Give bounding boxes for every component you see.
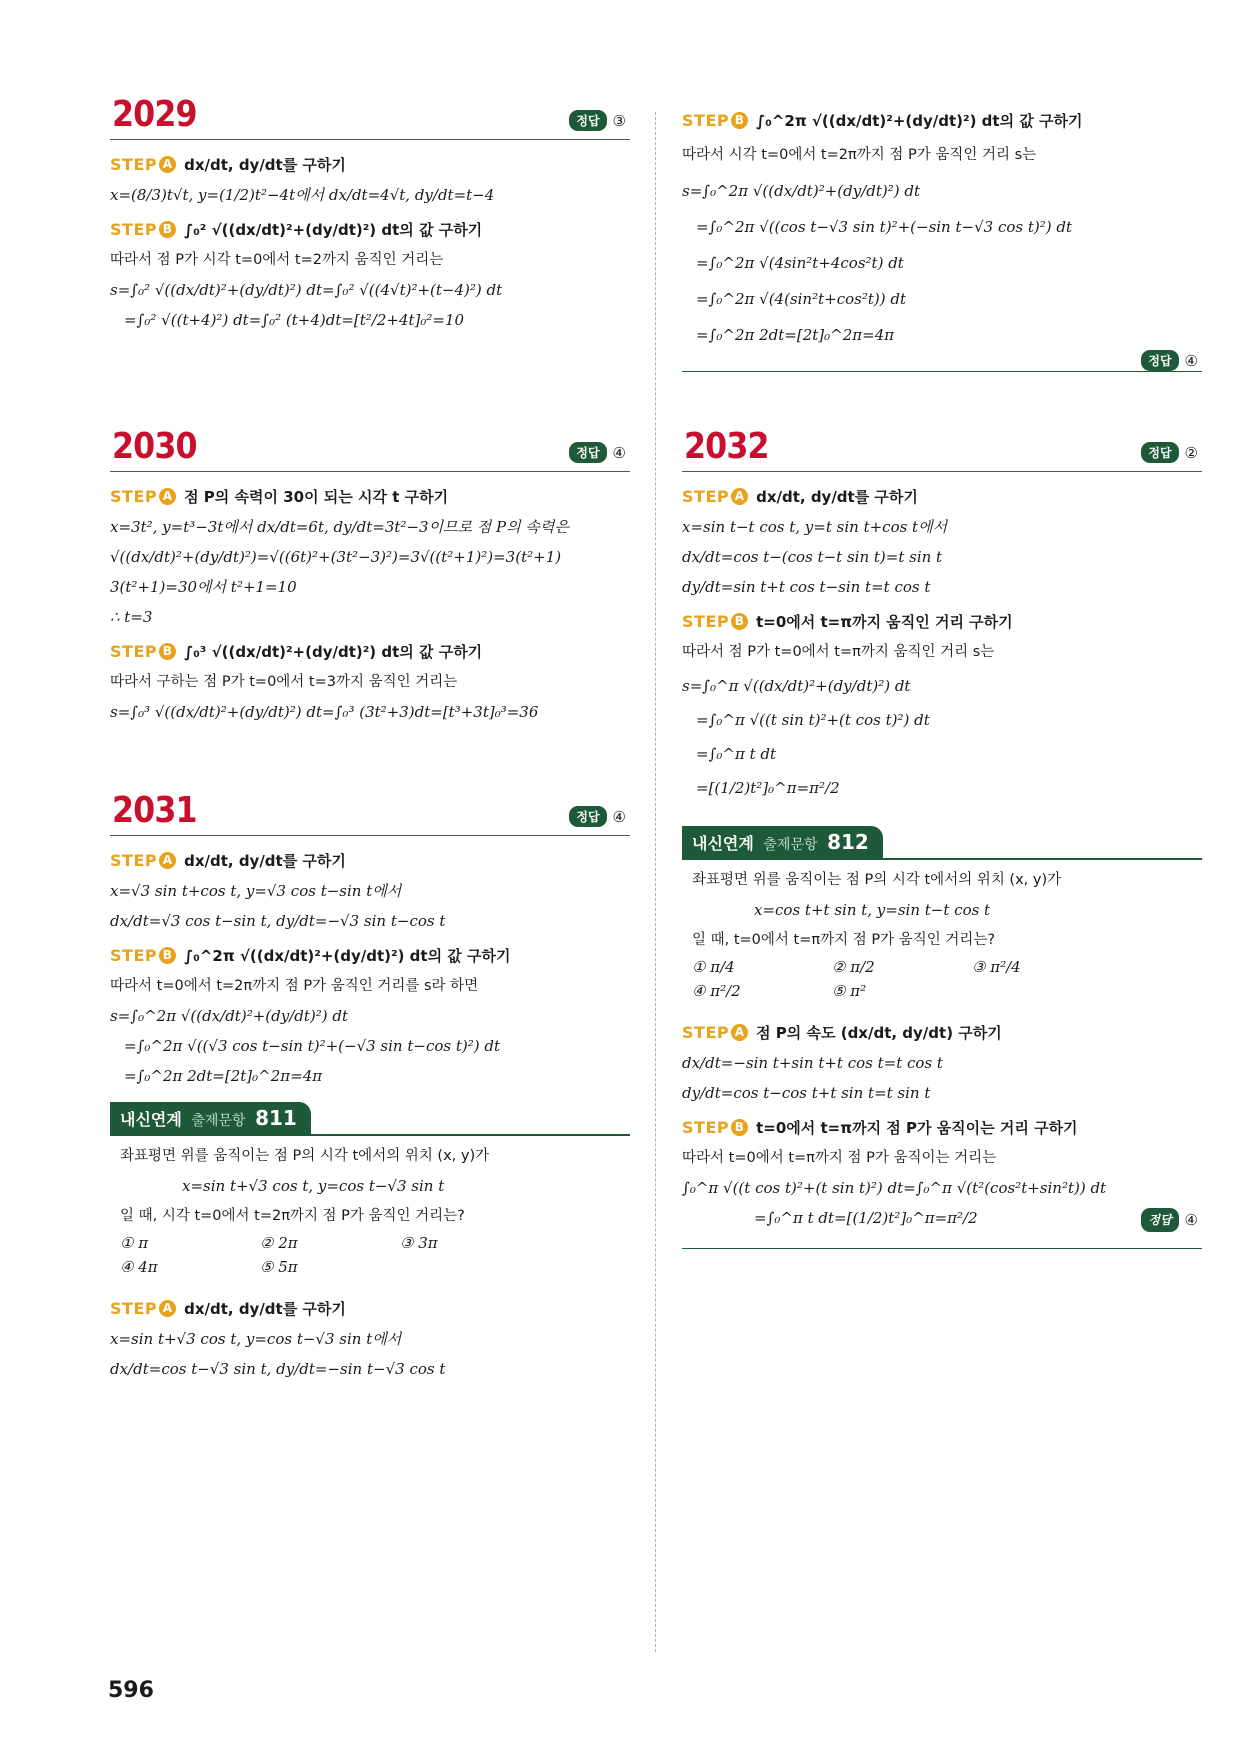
answer-box	[569, 110, 626, 131]
solution-line: x=sin t+√3 cos t, y=cos t−√3 sin t에서	[110, 1330, 402, 1348]
solution-line: s=∫₀^2π √((dx/dt)²+(dy/dt)²) dt	[110, 1007, 349, 1025]
solution-text: =∫₀^π t dt=[(1/2)t²]₀^π=π²/2	[754, 1209, 978, 1227]
step-tag: STEP B	[682, 612, 748, 631]
problem-header	[110, 790, 630, 836]
step-a-heading	[110, 850, 630, 871]
solution-line: 따라서 구하는 점 P가 t=0에서 t=3까지 움직인 거리는	[110, 674, 458, 690]
problem-header	[682, 426, 1202, 472]
problem-2032	[682, 426, 1202, 1249]
solution-line: s=∫₀³ √((dx/dt)²+(dy/dt)²) dt=∫₀³ (3t²+3)dt=[t³+3t]₀³=36	[110, 703, 539, 721]
choice-item: ② 2π	[260, 1234, 298, 1252]
column-divider	[655, 112, 656, 1652]
left-column	[110, 0, 630, 1752]
solution-line: 따라서 시각 t=0에서 t=2π까지 점 P가 움직인 거리 s는	[682, 147, 1037, 163]
step-b-heading	[110, 641, 630, 662]
solution-line: dx/dt=√3 cos t−sin t, dy/dt=−√3 sin t−cos t	[110, 912, 446, 930]
solution-line: dx/dt=cos t−(cos t−t sin t)=t sin t	[682, 548, 943, 566]
step-tag: STEP B	[682, 111, 748, 130]
solution-line: x=sin t−t cos t, y=t sin t+cos t에서	[682, 518, 948, 536]
answer-box	[1141, 1208, 1198, 1232]
step-tag: STEP A	[110, 155, 176, 174]
choice-item: ④ 4π	[120, 1258, 158, 1276]
step-tag: STEP B	[110, 220, 176, 239]
step-title: ∫₀^2π √((dx/dt)²+(dy/dt)²) dt의 값 구하기	[184, 947, 511, 965]
step-b-heading	[682, 611, 1202, 632]
answer-badge: 정답	[1141, 1208, 1178, 1232]
question-line: 좌표평면 위를 움직이는 점 P의 시각 t에서의 위치 (x, y)가	[692, 872, 1062, 888]
step-title: 점 P의 속력이 30이 되는 시각 t 구하기	[184, 488, 449, 506]
solution-line: s=∫₀^π √((dx/dt)²+(dy/dt)²) dt	[682, 677, 911, 695]
related-tag: 내신연계 출제문항 812	[682, 826, 883, 858]
solution-line: s=∫₀² √((dx/dt)²+(dy/dt)²) dt=∫₀² √((4√t)²+(t−4)²) dt	[110, 281, 503, 299]
problem-number: 2029	[112, 94, 197, 135]
problem-2030	[110, 426, 630, 722]
answer-mark: ④	[612, 443, 626, 462]
choice-item: ② π/2	[832, 958, 875, 976]
step-b-heading	[682, 110, 1202, 131]
step-title: t=0에서 t=π까지 움직인 거리 구하기	[756, 613, 1013, 631]
choice-item: ④ π²/2	[692, 982, 741, 1000]
step-b-heading	[682, 1117, 1202, 1138]
question-line: x=cos t+t sin t, y=sin t−t cos t	[754, 901, 991, 919]
problem-header	[110, 426, 630, 472]
choice-item: ① π	[120, 1234, 149, 1252]
right-column	[682, 0, 1202, 1752]
step-title: dx/dt, dy/dt를 구하기	[184, 156, 346, 174]
question-line: 좌표평면 위를 움직이는 점 P의 시각 t에서의 위치 (x, y)가	[120, 1148, 490, 1164]
solution-line: =∫₀^2π √((√3 cos t−sin t)²+(−√3 sin t−cos t)²) dt	[124, 1037, 500, 1055]
question-line: 일 때, t=0에서 t=π까지 점 P가 움직인 거리는?	[692, 932, 996, 948]
answer-mark: ④	[1184, 351, 1198, 370]
choice-item: ③ 3π	[400, 1234, 438, 1252]
related-tag: 내신연계 출제문항 811	[110, 1102, 311, 1134]
solution-line: =∫₀^2π 2dt=[2t]₀^2π=4π	[696, 326, 895, 344]
choice-item: ⑤ π²	[832, 982, 867, 1000]
solution-line: =[(1/2)t²]₀^π=π²/2	[696, 779, 840, 797]
solution-line: dx/dt=cos t−√3 sin t, dy/dt=−sin t−√3 cos t	[110, 1360, 446, 1378]
problem-number: 2030	[112, 426, 197, 467]
answer-box	[569, 442, 626, 463]
section-end-rule	[682, 1248, 1202, 1249]
step-title: 점 P의 속도 (dx/dt, dy/dt) 구하기	[756, 1024, 1002, 1042]
related-header	[110, 1104, 630, 1136]
page-number: 596	[108, 1678, 154, 1703]
solution-line: 따라서 점 P가 t=0에서 t=π까지 움직인 거리 s는	[682, 644, 995, 660]
problem-number: 2031	[112, 790, 197, 831]
answer-mark: ④	[612, 807, 626, 826]
choice-item: ⑤ 5π	[260, 1258, 298, 1276]
step-b-heading	[110, 945, 630, 966]
step-a-heading	[110, 1298, 630, 1319]
problem-2029	[110, 94, 630, 330]
choice-item: ③ π²/4	[972, 958, 1021, 976]
question-line: x=sin t+√3 cos t, y=cos t−√3 sin t	[182, 1177, 445, 1195]
step-a-heading	[682, 1022, 1202, 1043]
step-b-heading	[110, 219, 630, 240]
solution-line: =∫₀^π √((t sin t)²+(t cos t)²) dt	[696, 711, 930, 729]
step-a-heading	[110, 154, 630, 175]
solution-line: √((dx/dt)²+(dy/dt)²)=√((6t)²+(3t²−3)²)=3√((t²+1)²)=3(t²+1)	[110, 548, 562, 566]
step-tag: STEP A	[682, 1023, 748, 1042]
step-title: ∫₀² √((dx/dt)²+(dy/dt)²) dt의 값 구하기	[184, 221, 483, 239]
answer-badge: 정답	[1141, 442, 1178, 463]
step-tag: STEP A	[110, 1299, 176, 1318]
step-tag: STEP B	[110, 946, 176, 965]
solution-line: ∫₀^π √((t cos t)²+(t sin t)²) dt=∫₀^π √(t²(cos²t+sin²t)) dt	[682, 1179, 1107, 1197]
step-title: dx/dt, dy/dt를 구하기	[756, 488, 918, 506]
solution-line: x=√3 sin t+cos t, y=√3 cos t−sin t에서	[110, 882, 402, 900]
answer-badge: 정답	[569, 806, 606, 827]
question-line: 일 때, 시각 t=0에서 t=2π까지 점 P가 움직인 거리는?	[120, 1208, 465, 1224]
answer-badge: 정답	[569, 110, 606, 131]
answer-badge: 정답	[1141, 350, 1178, 371]
solution-line: s=∫₀^2π √((dx/dt)²+(dy/dt)²) dt	[682, 182, 921, 200]
choice-list	[110, 1234, 630, 1276]
step-tag: STEP A	[110, 487, 176, 506]
step-title: dx/dt, dy/dt를 구하기	[184, 1300, 346, 1318]
solution-line	[682, 1208, 1202, 1228]
answer-box	[569, 806, 626, 827]
step-a-heading	[682, 486, 1202, 507]
problem-number: 2032	[684, 426, 769, 467]
solution-line: x=(8/3)t√t, y=(1/2)t²−4t에서 dx/dt=4√t, dy/dt=t−4	[110, 186, 495, 204]
related-problem-811	[110, 1104, 630, 1379]
solution-line: =∫₀^2π √(4sin²t+4cos²t) dt	[696, 254, 904, 272]
solution-line: dy/dt=cos t−cos t+t sin t=t sin t	[682, 1084, 931, 1102]
problem-2031	[110, 790, 630, 1379]
step-title: t=0에서 t=π까지 점 P가 움직이는 거리 구하기	[756, 1119, 1078, 1137]
problem-811-solution-cont	[682, 110, 1202, 372]
step-title: ∫₀³ √((dx/dt)²+(dy/dt)²) dt의 값 구하기	[184, 643, 483, 661]
step-tag: STEP A	[682, 487, 748, 506]
answer-box	[1141, 350, 1198, 371]
step-title: dx/dt, dy/dt를 구하기	[184, 852, 346, 870]
solution-line: =∫₀^2π √((cos t−√3 sin t)²+(−sin t−√3 cos t)²) dt	[696, 218, 1072, 236]
answer-mark: ③	[612, 111, 626, 130]
answer-mark: ②	[1184, 443, 1198, 462]
choice-list	[682, 958, 1202, 1000]
related-problem-812	[682, 828, 1202, 1249]
step-tag: STEP B	[110, 642, 176, 661]
solution-line: =∫₀^2π 2dt=[2t]₀^2π=4π	[124, 1067, 323, 1085]
solution-line: dx/dt=−sin t+sin t+t cos t=t cos t	[682, 1054, 943, 1072]
answer-box	[1141, 442, 1198, 463]
answer-badge: 정답	[569, 442, 606, 463]
choice-item: ① π/4	[692, 958, 735, 976]
solution-line: =∫₀^π t dt	[696, 745, 777, 763]
step-tag: STEP B	[682, 1118, 748, 1137]
answer-mark: ④	[1184, 1211, 1198, 1229]
related-header	[682, 828, 1202, 860]
solution-line: 따라서 점 P가 시각 t=0에서 t=2까지 움직인 거리는	[110, 252, 444, 268]
solution-line: x=3t², y=t³−3t에서 dx/dt=6t, dy/dt=3t²−3이므로 점 P의 속력은	[110, 518, 569, 536]
solution-line: 3(t²+1)=30에서 t²+1=10	[110, 578, 297, 596]
solution-line: dy/dt=sin t+t cos t−sin t=t cos t	[682, 578, 931, 596]
solution-line: 따라서 t=0에서 t=2π까지 점 P가 움직인 거리를 s라 하면	[110, 978, 479, 994]
solution-line: =∫₀^2π √(4(sin²t+cos²t)) dt	[696, 290, 906, 308]
section-end-rule	[682, 371, 1202, 372]
solution-line: ∴ t=3	[110, 608, 153, 626]
problem-header	[110, 94, 630, 140]
solution-line: 따라서 t=0에서 t=π까지 점 P가 움직이는 거리는	[682, 1150, 997, 1166]
step-a-heading	[110, 486, 630, 507]
step-tag: STEP A	[110, 851, 176, 870]
step-title: ∫₀^2π √((dx/dt)²+(dy/dt)²) dt의 값 구하기	[756, 112, 1083, 130]
solution-line: =∫₀² √((t+4)²) dt=∫₀² (t+4)dt=[t²/2+4t]₀²=10	[124, 311, 465, 329]
